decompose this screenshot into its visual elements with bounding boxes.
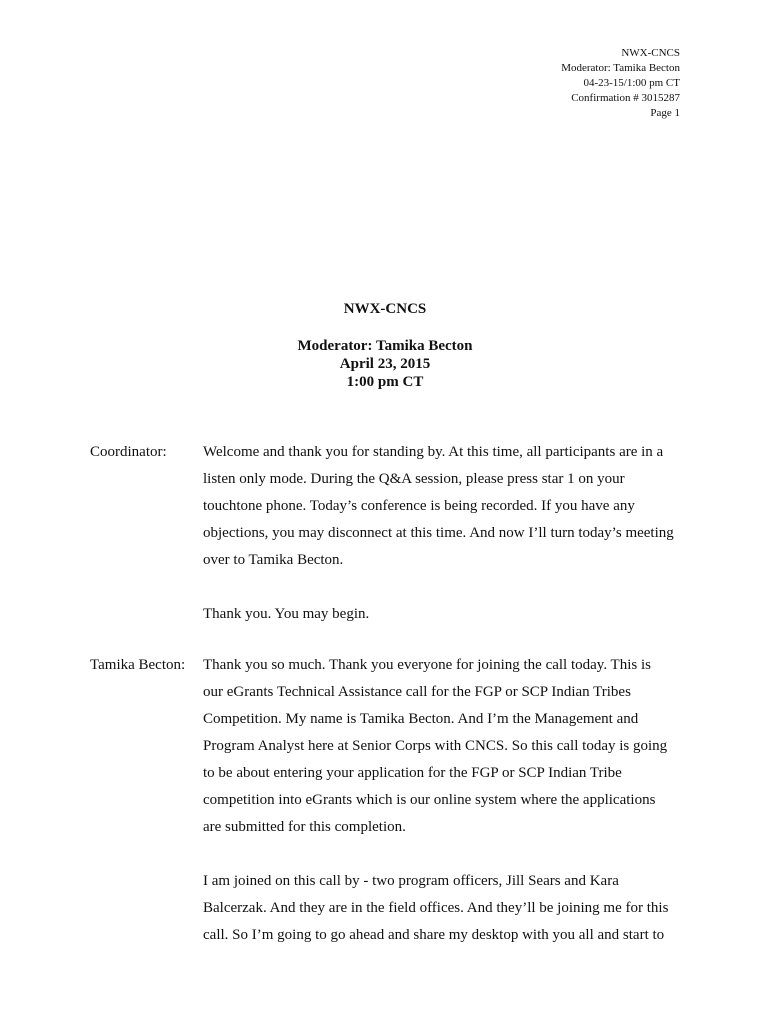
speech-line: call. So I’m going to go ahead and share my desktop with you all and start to [203,927,665,943]
speech-line: Welcome and thank you for standing by. At this time, all participants are in a [203,444,664,460]
title-details [0,337,770,391]
title-org: NWX-CNCS [343,301,427,317]
speaker-name: Coordinator: [90,444,167,460]
speech-line: Thank you so much. Thank you everyone for joining the call today. This is [203,657,651,673]
speech-line: Program Analyst here at Senior Corps with CNCS. So this call today is going [203,738,668,754]
header-moderator: Moderator: Tamika Becton [561,62,680,74]
speech-paragraph [203,868,683,949]
header-page-number: Page 1 [650,107,680,119]
speech-text [203,439,683,655]
speech-line: our eGrants Technical Assistance call for the FGP or SCP Indian Tribes [203,684,631,700]
speech-line: Balcerzak. And they are in the field offices. And they’ll be joining me for this [203,900,669,916]
speech-line: I am joined on this call by - two program officers, Jill Sears and Kara [203,873,619,889]
speech-line: competition into eGrants which is our online system where the applications [203,792,656,808]
speaker-name: Tamika Becton: [90,657,186,673]
header-org: NWX-CNCS [621,47,680,59]
speech-line: touchtone phone. Today’s conference is being recorded. If you have any [203,498,635,514]
title-date: April 23, 2015 [339,356,431,372]
speech-line: listen only mode. During the Q&A session, please press star 1 on your [203,471,625,487]
header-date-time: 04-23-15/1:00 pm CT [583,77,680,89]
header-confirmation: Confirmation # 3015287 [571,92,680,104]
speech-line: objections, you may disconnect at this time. And now I’ll turn today’s meeting [203,525,674,541]
speech-line: Competition. My name is Tamika Becton. And I’m the Management and [203,711,639,727]
speech-line: Thank you. You may begin. [203,606,370,622]
speech-paragraph [203,601,683,628]
speech-paragraph [203,652,683,841]
speech-line: to be about entering your application for the FGP or SCP Indian Tribe [203,765,622,781]
title-moderator: Moderator: Tamika Becton [297,338,473,354]
speech-line: over to Tamika Becton. [203,552,344,568]
speech-line: are submitted for this completion. [203,819,406,835]
title-time: 1:00 pm CT [346,374,424,390]
speech-text [203,652,683,976]
speech-paragraph [203,439,683,574]
running-header [561,46,680,121]
